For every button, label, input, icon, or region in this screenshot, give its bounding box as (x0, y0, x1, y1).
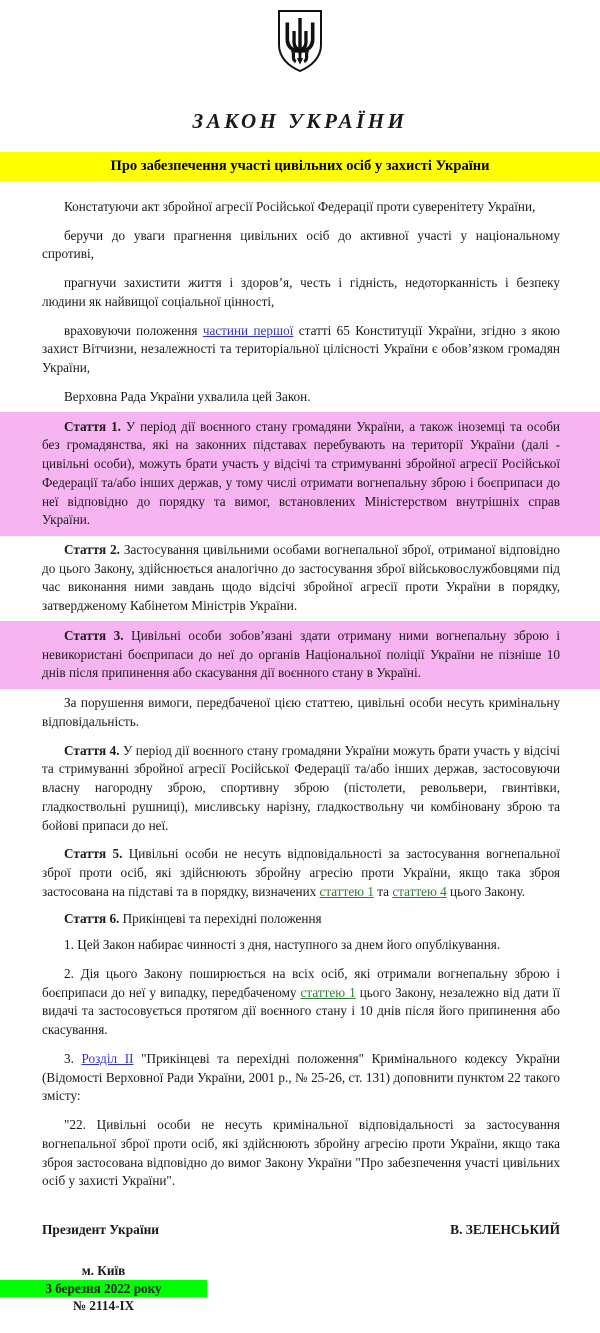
preamble-4-text-before: враховуючи положення (64, 322, 203, 338)
preamble-paragraph-1: Констатуючи акт збройної агресії Російської Федерації проти суверенітету України, (64, 199, 536, 214)
law-subtitle-text: Про забезпечення участі цивільних осіб у захисті України (110, 158, 490, 174)
preamble-paragraph-5: Верховна Рада України ухвалила цей Закон. (64, 388, 311, 404)
article-3-text: Цивільні особи зобов’язані здати отриману ними вогнепальну зброю і невикористані боєприпаси до неї до органів Національної поліції України не пізніше 10 днів після припинення або скасування дії воєнного стану в Україні. (42, 627, 560, 681)
article-6-item-2-text-before: 2. Дія цього Закону поширюється на всіх осіб, які отримали вогнепальну зброю і боєприпаси до неї у випадку, передбаченому (42, 965, 560, 1000)
link-statteyu-1-item2[interactable]: статтею 1 (300, 984, 356, 1000)
article-6-item-3-text-after: "Прикінцеві та перехідні положення" Кримінального кодексу України (Відомості Верховної Ради України, 2001 р., № 25-26, ст. 131) доповнити пунктом 22 такого змісту: (42, 1050, 560, 1104)
article-4-paragraph (0, 737, 600, 841)
emblem-container (0, 0, 600, 78)
link-rozdil-2[interactable]: Розділ II (81, 1050, 134, 1066)
article-5-text-after: цього Закону. (446, 883, 526, 899)
article-6-title: Прикінцеві та перехідні положення (119, 910, 322, 926)
page-title: ЗАКОН УКРАЇНИ (192, 109, 408, 133)
article-3-note-paragraph: За порушення вимоги, передбаченої цією статтею, цивільні особи несуть кримінальну відповідальність. (42, 695, 560, 729)
article-6-item-2 (0, 960, 600, 1045)
document-footer (0, 1262, 600, 1315)
footer-date-highlight: 3 березня 2022 року (0, 1280, 207, 1298)
article-1-text: У період дії воєнного стану громадяни України, а також іноземці та особи без громадянства, які на законних підставах перебувають на території України (далі - цивільні особи), можуть брати участь у відсічі та стримуванні збройної агресії Російської Федерації та/або інших держав, у тому числі отримати вогнепальну зброю і боєприпаси до неї відповідно до порядку та вимог, встановлених Міністерством внутрішніх справ України. (42, 418, 560, 528)
article-3-highlight-block (0, 621, 600, 689)
link-statteyu-4-article5[interactable]: статтею 4 (392, 883, 447, 899)
article-2-text: Застосування цивільними особами вогнепальної зброї, отриманої відповідно до цього Закону, здійснюється аналогічно до застосування зброї військовослужбовцями під час виконання ними завдань щодо відсічі збройної агресії проти України в порядку, затвердженому Кабінетом Міністрів України. (42, 542, 560, 614)
law-subtitle-highlight-band (0, 152, 600, 181)
article-6-item-3-text-before: 3. (64, 1050, 82, 1066)
article-3-paragraph (0, 621, 600, 689)
article-2-label: Стаття 2. (64, 542, 120, 558)
footer-number: № 2114-IX (72, 1298, 135, 1314)
preamble-4-text-after: статті 65 Конституції України, згідно з якою захист Вітчизни, незалежності та територіальної цілісності України є обов’язком громадян України, (42, 322, 560, 376)
link-chastyny-pershoyi[interactable]: частини першої (202, 322, 294, 338)
article-4-label: Стаття 4. (64, 742, 120, 758)
article-5-text-before: Цивільні особи не несуть відповідальності за застосування вогнепальної зброї проти осіб, які здійснюють збройну агресію проти України, якщо така зброя застосована на підставі та в порядку, визначених (42, 846, 560, 899)
article-6-heading-paragraph (0, 907, 600, 932)
article-1-label: Стаття 1. (64, 418, 121, 434)
preamble-paragraph-2: беручи до уваги прагнення цивільних осіб до активної участі у національному спротиві, (42, 227, 560, 262)
article-1-highlight-block (0, 412, 600, 536)
document-body (0, 181, 600, 1196)
preamble-paragraph-3: прагнучи захистити життя і здоров’я, честь і гідність, недоторканність і безпеку людини як найвищої соціальної цінності, (42, 275, 560, 309)
article-2-paragraph (0, 536, 600, 621)
article-5-text-mid: та (373, 883, 393, 899)
article-6-label: Стаття 6. (64, 910, 120, 926)
signature-title: Президент України (42, 1222, 159, 1238)
link-statteyu-1-article5[interactable]: статтею 1 (319, 883, 374, 899)
article-1-paragraph (0, 412, 600, 536)
article-5-label: Стаття 5. (64, 846, 123, 862)
footer-city: м. Київ (81, 1263, 126, 1279)
article-3-label: Стаття 3. (64, 627, 124, 643)
article-5-paragraph (0, 840, 600, 906)
preamble-paragraph-4 (0, 317, 600, 383)
article-6-quote-paragraph: "22. Цивільні особи не несуть кримінальної відповідальності за застосування вогнепальної зброї проти осіб, які здійснюють збройну агресію проти України, якщо така зброя застосована відповідно до вимог Закону України "Про забезпечення участі цивільних осіб у захисті України". (42, 1117, 560, 1189)
article-6-item-1: 1. Цей Закон набирає чинності з дня, наступного за днем його опублікування. (64, 937, 501, 953)
article-6-item-2-text-after: цього Закону, незалежно від дати її видачі та застосовується протягом дії воєнного стану і 10 днів після його припинення або скасування. (42, 984, 560, 1038)
signature-block (0, 1222, 600, 1238)
ukraine-coat-of-arms-tryzub-icon (276, 9, 324, 73)
article-6-item-3 (0, 1045, 600, 1111)
article-4-text: У період дії воєнного стану громадяни України можуть брати участь у відсічі та стримуванні збройної агресії Російської Федерації та/або інших держав, застосовуючи власну нагородну зброю, спортивну зброю (пістолети, револьвери, гвинтівки, гладкоствольні рушниці), мисливську нарізну, гладкоствольну чи комбіновану зброю та бойові припаси до неї. (42, 742, 560, 833)
signature-name: В. ЗЕЛЕНСЬКИЙ (450, 1222, 560, 1238)
